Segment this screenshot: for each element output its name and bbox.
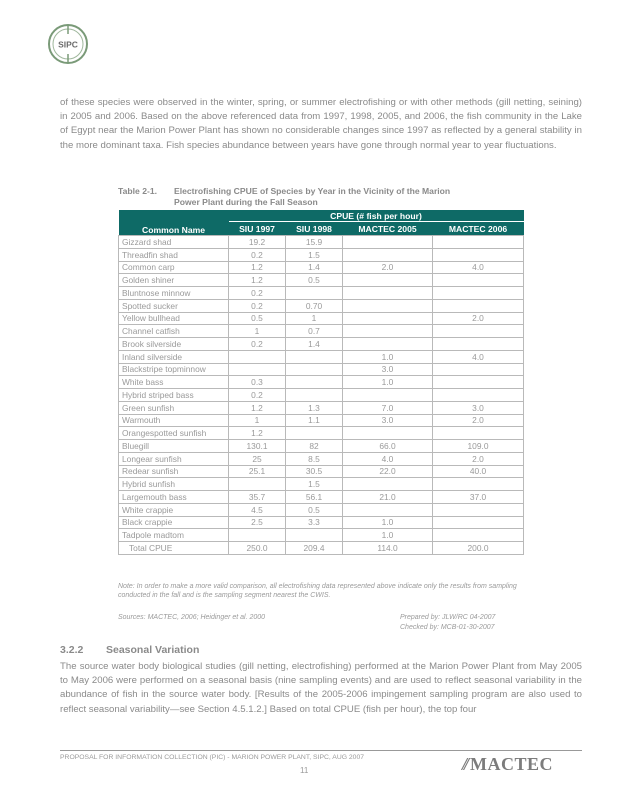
species-name: Green sunfish bbox=[119, 401, 229, 414]
cpue-value: 130.1 bbox=[229, 440, 286, 453]
cpue-value bbox=[343, 427, 433, 440]
table-row bbox=[119, 312, 524, 325]
cpue-value: 15.9 bbox=[286, 236, 343, 249]
cpue-value: 1.5 bbox=[286, 478, 343, 491]
cpue-value bbox=[286, 529, 343, 542]
table-row bbox=[119, 389, 524, 402]
page-number: 11 bbox=[300, 766, 309, 775]
cpue-value bbox=[343, 248, 433, 261]
table-caption-number: Table 2-1. bbox=[118, 186, 158, 196]
footer-text: PROPOSAL FOR INFORMATION COLLECTION (PIC) - MARION POWER PLANT, SIPC, AUG 2007 bbox=[60, 754, 365, 761]
table-row bbox=[119, 440, 524, 453]
cpue-value bbox=[343, 236, 433, 249]
species-name: Black crappie bbox=[119, 516, 229, 529]
cpue-value: 1.0 bbox=[343, 350, 433, 363]
table-caption-line2: Power Plant during the Fall Season bbox=[174, 197, 318, 207]
cpue-value: 25 bbox=[229, 452, 286, 465]
mactec-logo bbox=[462, 754, 553, 775]
species-name: Yellow bullhead bbox=[119, 312, 229, 325]
cpue-value: 0.5 bbox=[286, 503, 343, 516]
cpue-value bbox=[433, 529, 524, 542]
species-name: Tadpole madtom bbox=[119, 529, 229, 542]
cpue-value bbox=[229, 363, 286, 376]
cpue-value: 56.1 bbox=[286, 491, 343, 504]
cpue-value bbox=[286, 389, 343, 402]
cpue-value bbox=[286, 287, 343, 300]
table-row bbox=[119, 274, 524, 287]
cpue-value bbox=[286, 363, 343, 376]
table-row bbox=[119, 529, 524, 542]
column-header-common-name: Common Name bbox=[119, 210, 229, 236]
species-name: Threadfin shad bbox=[119, 248, 229, 261]
intro-paragraph: of these species were observed in the winter, spring, or summer electrofishing or with other methods (gill netting, seining) in 2005 and 2006. Based on the above referenced data from 1997, 1998, 2005, and 2006, the fish community in the Lake of Egypt near the Marion Power Plant has shown no considerable changes since 1997 as reflected by a general stability in the more dominant taxa. Fish species abundance between years have gone through normal year to year fluctuations. bbox=[60, 97, 582, 151]
cpue-value bbox=[343, 389, 433, 402]
species-name: Orangespotted sunfish bbox=[119, 427, 229, 440]
cpue-value bbox=[433, 389, 524, 402]
table-row bbox=[119, 299, 524, 312]
cpue-value: 21.0 bbox=[343, 491, 433, 504]
column-header-mactec-2005: MACTEC 2005 bbox=[343, 222, 433, 236]
cpue-value: 1.0 bbox=[343, 516, 433, 529]
cpue-value bbox=[433, 427, 524, 440]
table-row bbox=[119, 350, 524, 363]
species-name: Gizzard shad bbox=[119, 236, 229, 249]
table-caption-line1: Electrofishing CPUE of Species by Year in the Vicinity of the Marion bbox=[174, 186, 451, 196]
cpue-value bbox=[433, 236, 524, 249]
cpue-value bbox=[433, 478, 524, 491]
table-total-row bbox=[119, 542, 524, 555]
cpue-value: 40.0 bbox=[433, 465, 524, 478]
species-name: White crappie bbox=[119, 503, 229, 516]
table-caption bbox=[118, 186, 538, 208]
table-row bbox=[119, 503, 524, 516]
table-row bbox=[119, 376, 524, 389]
cpue-value bbox=[343, 338, 433, 351]
cpue-value: 22.0 bbox=[343, 465, 433, 478]
species-name: Redear sunfish bbox=[119, 465, 229, 478]
species-name: Hybrid sunfish bbox=[119, 478, 229, 491]
mactec-logo-text: MACTEC bbox=[470, 754, 554, 774]
cpue-value bbox=[343, 312, 433, 325]
cpue-value: 2.5 bbox=[229, 516, 286, 529]
cpue-value: 1.2 bbox=[229, 261, 286, 274]
cpue-value: 1.4 bbox=[286, 338, 343, 351]
prepared-by: Prepared by: JLW/RC 04-2007 bbox=[400, 614, 496, 621]
checked-by: Checked by: MCB-01-30-2007 bbox=[400, 624, 495, 631]
species-name: Golden shiner bbox=[119, 274, 229, 287]
cpue-value: 1.4 bbox=[286, 261, 343, 274]
footer-divider bbox=[60, 750, 582, 751]
cpue-table bbox=[118, 210, 524, 555]
cpue-value: 0.70 bbox=[286, 299, 343, 312]
species-name: Spotted sucker bbox=[119, 299, 229, 312]
cpue-value bbox=[343, 325, 433, 338]
cpue-value: 7.0 bbox=[343, 401, 433, 414]
cpue-value: 0.5 bbox=[229, 312, 286, 325]
cpue-value: 3.0 bbox=[343, 363, 433, 376]
cpue-value: 0.2 bbox=[229, 299, 286, 312]
cpue-value: 0.2 bbox=[229, 338, 286, 351]
table-row bbox=[119, 236, 524, 249]
total-value: 209.4 bbox=[286, 542, 343, 555]
table-row bbox=[119, 427, 524, 440]
cpue-value: 2.0 bbox=[433, 312, 524, 325]
total-value: 114.0 bbox=[343, 542, 433, 555]
species-name: Longear sunfish bbox=[119, 452, 229, 465]
cpue-value bbox=[343, 478, 433, 491]
cpue-value bbox=[433, 516, 524, 529]
species-name: Largemouth bass bbox=[119, 491, 229, 504]
cpue-value: 3.0 bbox=[433, 401, 524, 414]
column-header-cpue: CPUE (# fish per hour) bbox=[229, 210, 524, 222]
table-row bbox=[119, 363, 524, 376]
sipc-logo bbox=[46, 22, 90, 66]
cpue-value bbox=[433, 338, 524, 351]
cpue-value: 37.0 bbox=[433, 491, 524, 504]
cpue-value bbox=[229, 529, 286, 542]
table-row bbox=[119, 465, 524, 478]
cpue-value: 2.0 bbox=[343, 261, 433, 274]
cpue-value: 0.3 bbox=[229, 376, 286, 389]
cpue-value: 1 bbox=[286, 312, 343, 325]
cpue-value: 82 bbox=[286, 440, 343, 453]
cpue-value: 4.0 bbox=[433, 350, 524, 363]
table-row bbox=[119, 248, 524, 261]
species-name: Warmouth bbox=[119, 414, 229, 427]
cpue-value bbox=[343, 274, 433, 287]
cpue-value: 30.5 bbox=[286, 465, 343, 478]
column-header-mactec-2006: MACTEC 2006 bbox=[433, 222, 524, 236]
table-row bbox=[119, 287, 524, 300]
cpue-value bbox=[229, 478, 286, 491]
species-name: Inland silverside bbox=[119, 350, 229, 363]
cpue-value: 0.2 bbox=[229, 389, 286, 402]
cpue-value: 3.0 bbox=[343, 414, 433, 427]
seasonal-variation-paragraph: The source water body biological studies (gill netting, electrofishing) performed at the Marion Power Plant from May 2005 to May 2006 were performed on a seasonal basis (nine sampling events) and are used to reflect seasonal variability in the abundance of fish in the source water body. [Results of the 2005-2006 impingement sampling program are also used to reflect seasonal variability—see Section 4.5.1.2.] Based on total CPUE (fish per hour), the top four bbox=[60, 661, 582, 715]
table-row bbox=[119, 338, 524, 351]
species-name: Bluntnose minnow bbox=[119, 287, 229, 300]
cpue-value: 1 bbox=[229, 414, 286, 427]
cpue-value: 0.5 bbox=[286, 274, 343, 287]
cpue-value: 1.0 bbox=[343, 529, 433, 542]
cpue-value: 35.7 bbox=[229, 491, 286, 504]
table-note: Note: In order to make a more valid comparison, all electrofishing data represented above indicate only the results from sampling conducted in the fall and is the sampling segment nearest the CWIS. bbox=[118, 583, 517, 600]
cpue-value: 4.5 bbox=[229, 503, 286, 516]
cpue-value: 1.0 bbox=[343, 376, 433, 389]
cpue-value bbox=[343, 299, 433, 312]
species-name: White bass bbox=[119, 376, 229, 389]
mactec-logo-mark: // bbox=[462, 754, 467, 774]
species-name: Hybrid striped bass bbox=[119, 389, 229, 402]
cpue-value: 1.5 bbox=[286, 248, 343, 261]
cpue-value: 1.2 bbox=[229, 401, 286, 414]
column-header-siu-1998: SIU 1998 bbox=[286, 222, 343, 236]
cpue-value bbox=[433, 287, 524, 300]
cpue-value: 19.2 bbox=[229, 236, 286, 249]
cpue-value bbox=[286, 376, 343, 389]
prepared-checked bbox=[400, 613, 540, 633]
cpue-table-body bbox=[119, 236, 524, 555]
table-sources: Sources: MACTEC, 2006; Heidinger et al. 2000 bbox=[118, 614, 266, 621]
table-row bbox=[119, 516, 524, 529]
table-row bbox=[119, 414, 524, 427]
section-number: 3.2.2 bbox=[60, 644, 84, 656]
cpue-value bbox=[433, 376, 524, 389]
species-name: Channel catfish bbox=[119, 325, 229, 338]
section-title: Seasonal Variation bbox=[106, 644, 200, 656]
species-name: Blackstripe topminnow bbox=[119, 363, 229, 376]
cpue-value: 25.1 bbox=[229, 465, 286, 478]
cpue-value: 109.0 bbox=[433, 440, 524, 453]
cpue-value: 1 bbox=[229, 325, 286, 338]
cpue-value: 66.0 bbox=[343, 440, 433, 453]
total-label: Total CPUE bbox=[119, 542, 229, 555]
table-row bbox=[119, 325, 524, 338]
cpue-value bbox=[433, 299, 524, 312]
species-name: Brook silverside bbox=[119, 338, 229, 351]
cpue-value: 8.5 bbox=[286, 452, 343, 465]
column-header-siu-1997: SIU 1997 bbox=[229, 222, 286, 236]
cpue-value bbox=[433, 363, 524, 376]
cpue-value: 1.2 bbox=[229, 427, 286, 440]
cpue-value bbox=[433, 503, 524, 516]
total-value: 250.0 bbox=[229, 542, 286, 555]
svg-text:SIPC: SIPC bbox=[58, 39, 78, 50]
cpue-value: 2.0 bbox=[433, 452, 524, 465]
cpue-value: 1.3 bbox=[286, 401, 343, 414]
cpue-value bbox=[343, 287, 433, 300]
cpue-value bbox=[343, 503, 433, 516]
species-name: Common carp bbox=[119, 261, 229, 274]
species-name: Bluegill bbox=[119, 440, 229, 453]
cpue-value bbox=[433, 274, 524, 287]
cpue-value bbox=[433, 325, 524, 338]
cpue-value: 4.0 bbox=[343, 452, 433, 465]
cpue-value: 4.0 bbox=[433, 261, 524, 274]
table-row bbox=[119, 491, 524, 504]
cpue-value: 1.2 bbox=[229, 274, 286, 287]
cpue-value bbox=[433, 248, 524, 261]
cpue-value: 1.1 bbox=[286, 414, 343, 427]
total-value: 200.0 bbox=[433, 542, 524, 555]
cpue-value: 3.3 bbox=[286, 516, 343, 529]
cpue-value bbox=[286, 427, 343, 440]
cpue-value bbox=[229, 350, 286, 363]
table-row bbox=[119, 401, 524, 414]
cpue-value: 0.2 bbox=[229, 287, 286, 300]
table-row bbox=[119, 478, 524, 491]
table-row bbox=[119, 261, 524, 274]
cpue-value bbox=[286, 350, 343, 363]
cpue-value: 0.7 bbox=[286, 325, 343, 338]
section-heading bbox=[60, 644, 199, 656]
cpue-value: 0.2 bbox=[229, 248, 286, 261]
table-row bbox=[119, 452, 524, 465]
cpue-value: 2.0 bbox=[433, 414, 524, 427]
